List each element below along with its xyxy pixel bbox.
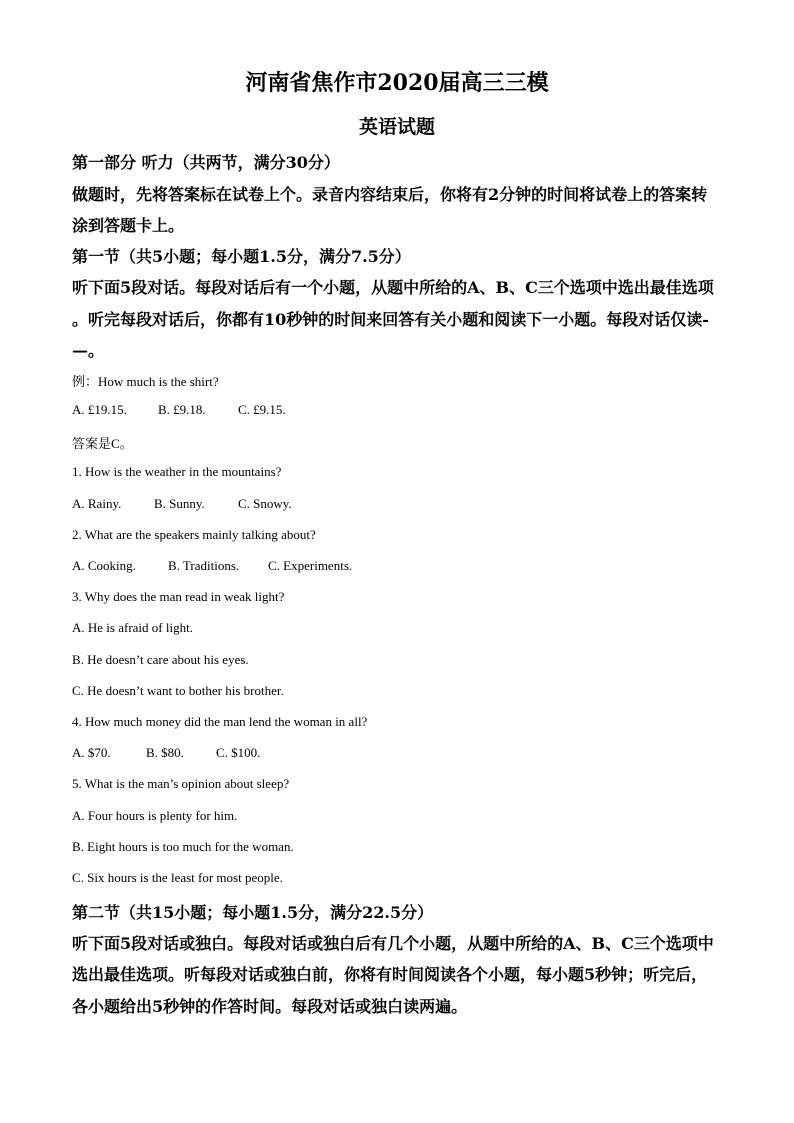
question-2: 2. What are the speakers mainly talking about? [72, 527, 316, 542]
example-question: 例：How much is the shirt? [72, 374, 219, 389]
section1-instruction-line: 听下面5段对话。每段对话后有一个小题，从题中所给的A、B、C三个选项中选出最佳选项 [72, 278, 714, 297]
option-a: A. £19.15. [72, 402, 127, 417]
question-4-options [72, 745, 260, 761]
question-3-option-c: C. He doesn’t want to bother his brother. [72, 683, 284, 698]
part1-heading: 第一部分 听力（共两节，满分30分） [72, 153, 340, 172]
question-3-option-a: A. He is afraid of light. [72, 620, 193, 635]
option-c: C. Experiments. [268, 558, 353, 573]
question-5-option-a: A. Four hours is plenty for him. [72, 808, 238, 823]
section1-instruction-line: 。听完每段对话后，你都有10秒钟的时间来回答有关小题和阅读下一小题。每段对话仅读- [72, 310, 709, 329]
option-c: C. $100. [216, 745, 261, 760]
exam-subtitle: 英语试题 [358, 116, 435, 138]
option-b: B. Sunny. [154, 496, 205, 511]
option-a: A. Rainy. [72, 496, 122, 511]
section2-instruction-line: 听下面5段对话或独白。每段对话或独白后有几个小题，从题中所给的A、B、C三个选项中 [72, 934, 714, 953]
section2-instruction-line: 各小题给出5秒钟的作答时间。每段对话或独白读两遍。 [72, 997, 468, 1016]
question-5-option-b: B. Eight hours is too much for the woman. [72, 839, 294, 854]
option-a: A. Cooking. [72, 558, 136, 573]
option-b: B. Traditions. [168, 558, 240, 573]
part1-instruction-line: 做题时，先将答案标在试卷上个。录音内容结束后，你将有2分钟的时间将试卷上的答案转 [72, 185, 708, 204]
question-5-option-c: C. Six hours is the least for most people. [72, 870, 283, 885]
question-2-options [72, 558, 352, 574]
question-3-option-b: B. He doesn’t care about his eyes. [72, 652, 249, 667]
example-options [72, 402, 286, 418]
option-c: C. Snowy. [238, 496, 292, 511]
question-1-options [72, 496, 292, 512]
exam-title: 河南省焦作市2020届高三三模 [245, 70, 549, 96]
question-5: 5. What is the man’s opinion about sleep? [72, 776, 290, 791]
question-4: 4. How much money did the man lend the woman in all? [72, 714, 368, 729]
example-answer: 答案是C。 [72, 436, 133, 451]
question-1: 1. How is the weather in the mountains? [72, 464, 282, 479]
option-b: B. $80. [146, 745, 184, 760]
option-c: C. £9.15. [238, 402, 286, 417]
part1-instruction-line: 涂到答题卡上。 [72, 216, 185, 235]
section2-instruction-line: 选出最佳选项。听每段对话或独白前，你将有时间阅读各个小题，每小题5秒钟；听完后， [72, 965, 708, 984]
section1-heading: 第一节（共5小题；每小题1.5分，满分7.5分） [72, 247, 411, 266]
question-3: 3. Why does the man read in weak light? [72, 589, 285, 604]
option-a: A. $70. [72, 745, 111, 760]
section1-instruction-line: —。 [72, 341, 105, 360]
section2-heading: 第二节（共15小题；每小题1.5分，满分22.5分） [72, 903, 434, 922]
option-b: B. £9.18. [158, 402, 206, 417]
